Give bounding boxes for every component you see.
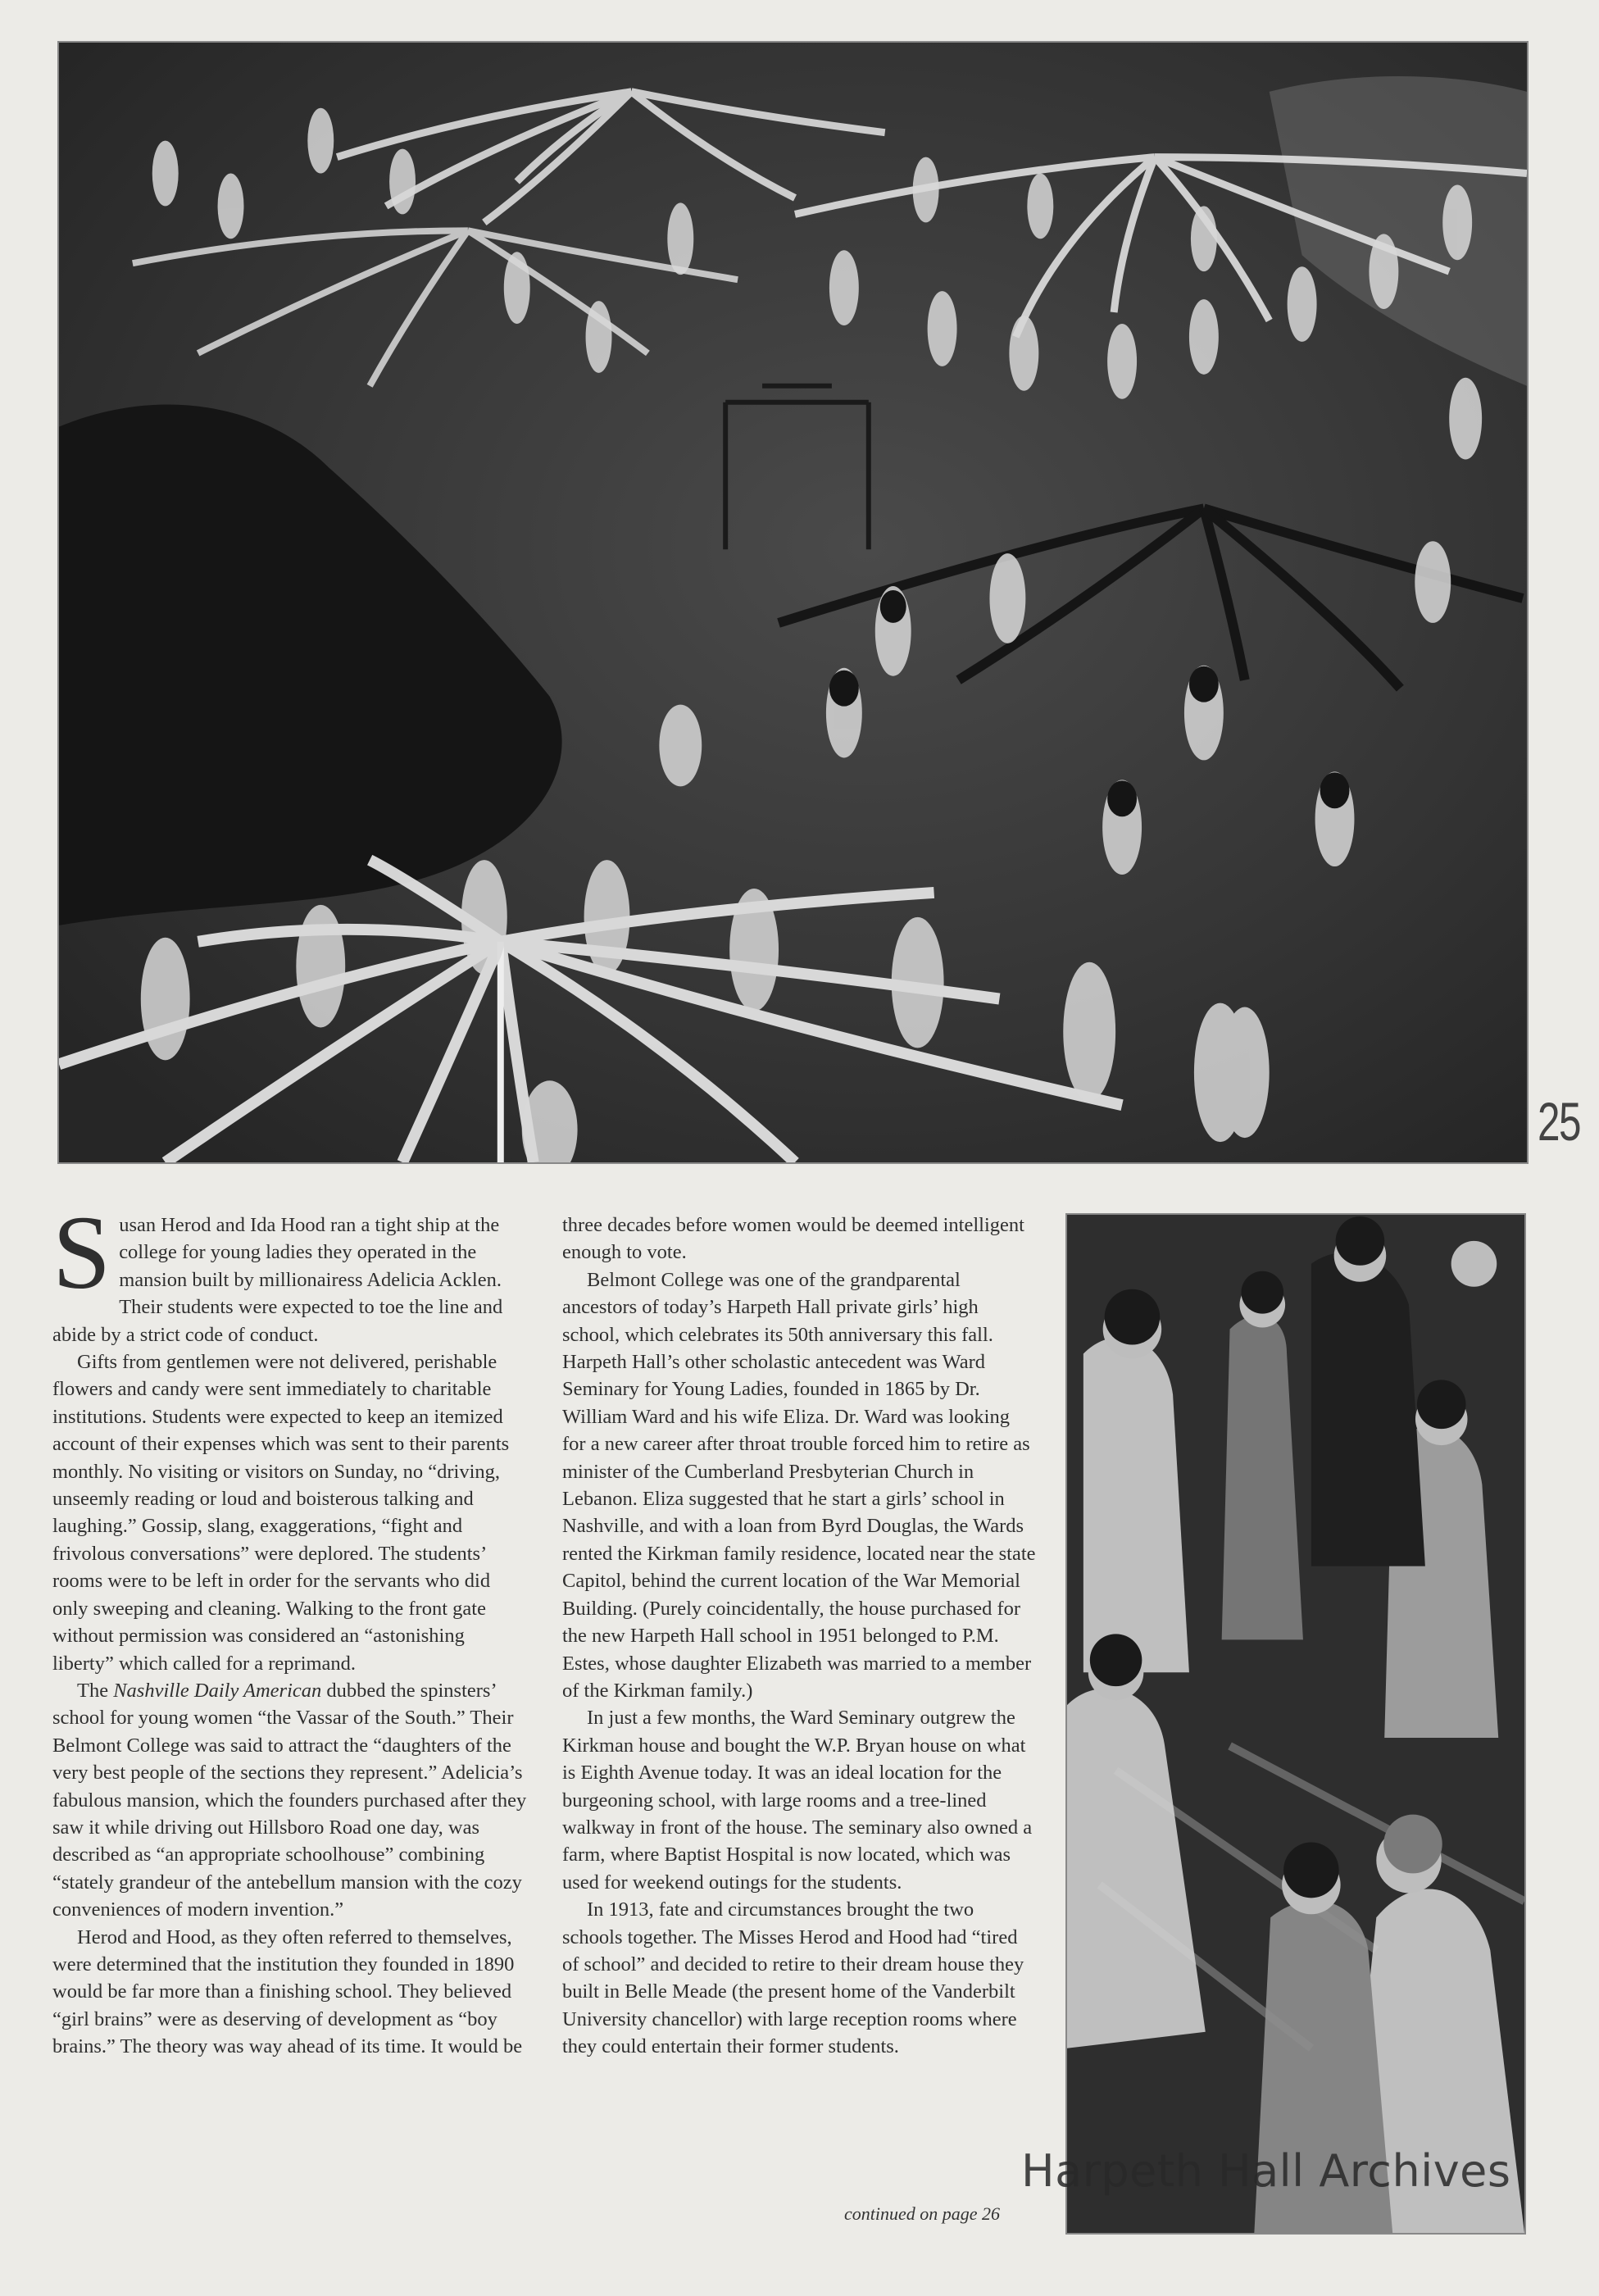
article-column-2	[562, 1212, 1036, 2061]
newspaper-title: Nashville Daily American	[113, 1679, 322, 1702]
article-column-1	[52, 1194, 528, 2061]
paragraph	[52, 1194, 528, 1348]
paragraph: Belmont College was one of the grandparental ancestors of today’s Harpeth Hall private girls’ high school, which celebrates its 50th anniversary this fall. Harpeth Hall’s other scholastic antecedent was Ward Seminary for Young Ladies, founded in 1865 by Dr. William Ward and his wife Eliza. Dr. Ward was looking for a new career after throat trouble forced him to retire as minister of the Cumberland Presbyterian Church in Lebanon. Eliza suggested that he start a girls’ school in Nashville, and with a loan from Byrd Douglas, the Wards rented the Kirkman family residence, located near the state Capitol, behind the current location of the War Memorial Building. (Purely coincidentally, the house purchased for the new Harpeth Hall school in 1951 belonged to P.M. Estes, whose daughter Elizabeth was married to a member of the Kirkman family.)	[562, 1268, 1036, 1702]
page-number: 25	[1538, 1091, 1581, 1152]
archive-watermark: Harpeth Hall Archives	[1021, 2145, 1511, 2197]
paragraph: In 1913, fate and circumstances brought the two schools together. The Misses Herod and Hood had “tired of school” and decided to retire to their dream house they built in Belle Meade (the present home of the Vanderbilt University chancellor) with large reception rooms where they could entertain their former students.	[562, 1898, 1024, 2058]
maypole-dance-photo	[57, 41, 1529, 1164]
drop-cap: S	[52, 1194, 111, 1311]
paragraph: Gifts from gentlemen were not delivered, perishable flowers and candy were sent immediately to charitable institutions. Students were expected to keep an itemized account of their expenses which was sent to their parents monthly. No visiting or visitors on Sunday, no “driving, unseemly reading or loud and boisterous talking and laughing.” Gossip, slang, exaggerations, “fight and frivolous conversations” were deplored. The students’ rooms were to be left in order for the servants who did only sweeping and cleaning. Walking to the front gate without permission was considered an “astonishing liberty” which called for a reprimand.	[52, 1351, 510, 1675]
paragraph-text: usan Herod and Ida Hood ran a tight ship at the college for young ladies they operated in the mansion built by millionairess Adelicia Acklen. Their students were expected to toe the line and abide by a strict code of conduct.	[52, 1214, 503, 1346]
paragraph: Herod and Hood, as they often referred to themselves, were determined that the institution they founded in 1890 would be far more than a finishing school. They believed “girl brains” were as deserving of development as “boy brains.” The theory was way ahead of its time. It would be	[52, 1925, 523, 2058]
paragraph: In just a few months, the Ward Seminary outgrew the Kirkman house and bought the W.P. Bryan house on what is Eighth Avenue today. It was an ideal location for the burgeoning school, with large rooms and a tree-lined walkway in front of the house. The seminary also owned a farm, where Baptist Hospital is now located, which was used for weekend outings for the students.	[562, 1707, 1033, 1894]
paragraph	[52, 1677, 528, 1924]
continued-note: continued on page 26	[844, 2203, 1001, 2224]
ballroom-dance-photo	[1065, 1213, 1526, 2235]
paragraph: three decades before women would be deemed intelligent enough to vote.	[562, 1214, 1024, 1264]
paragraph-text: dubbed the spinsters’ school for young women “the Vassar of the South.” Their Belmont College was said to attract the “daughters of the very best people of the sections they represent.” Adelicia’s fabulous mansion, which the founders purchased after they saw it while driving out Hillsboro Road one day, was described as “an appropriate schoolhouse” combining “stately grandeur of the antebellum mansion with the cozy conveniences of modern invention.”	[52, 1679, 527, 1921]
paragraph-text: The	[77, 1679, 114, 1702]
